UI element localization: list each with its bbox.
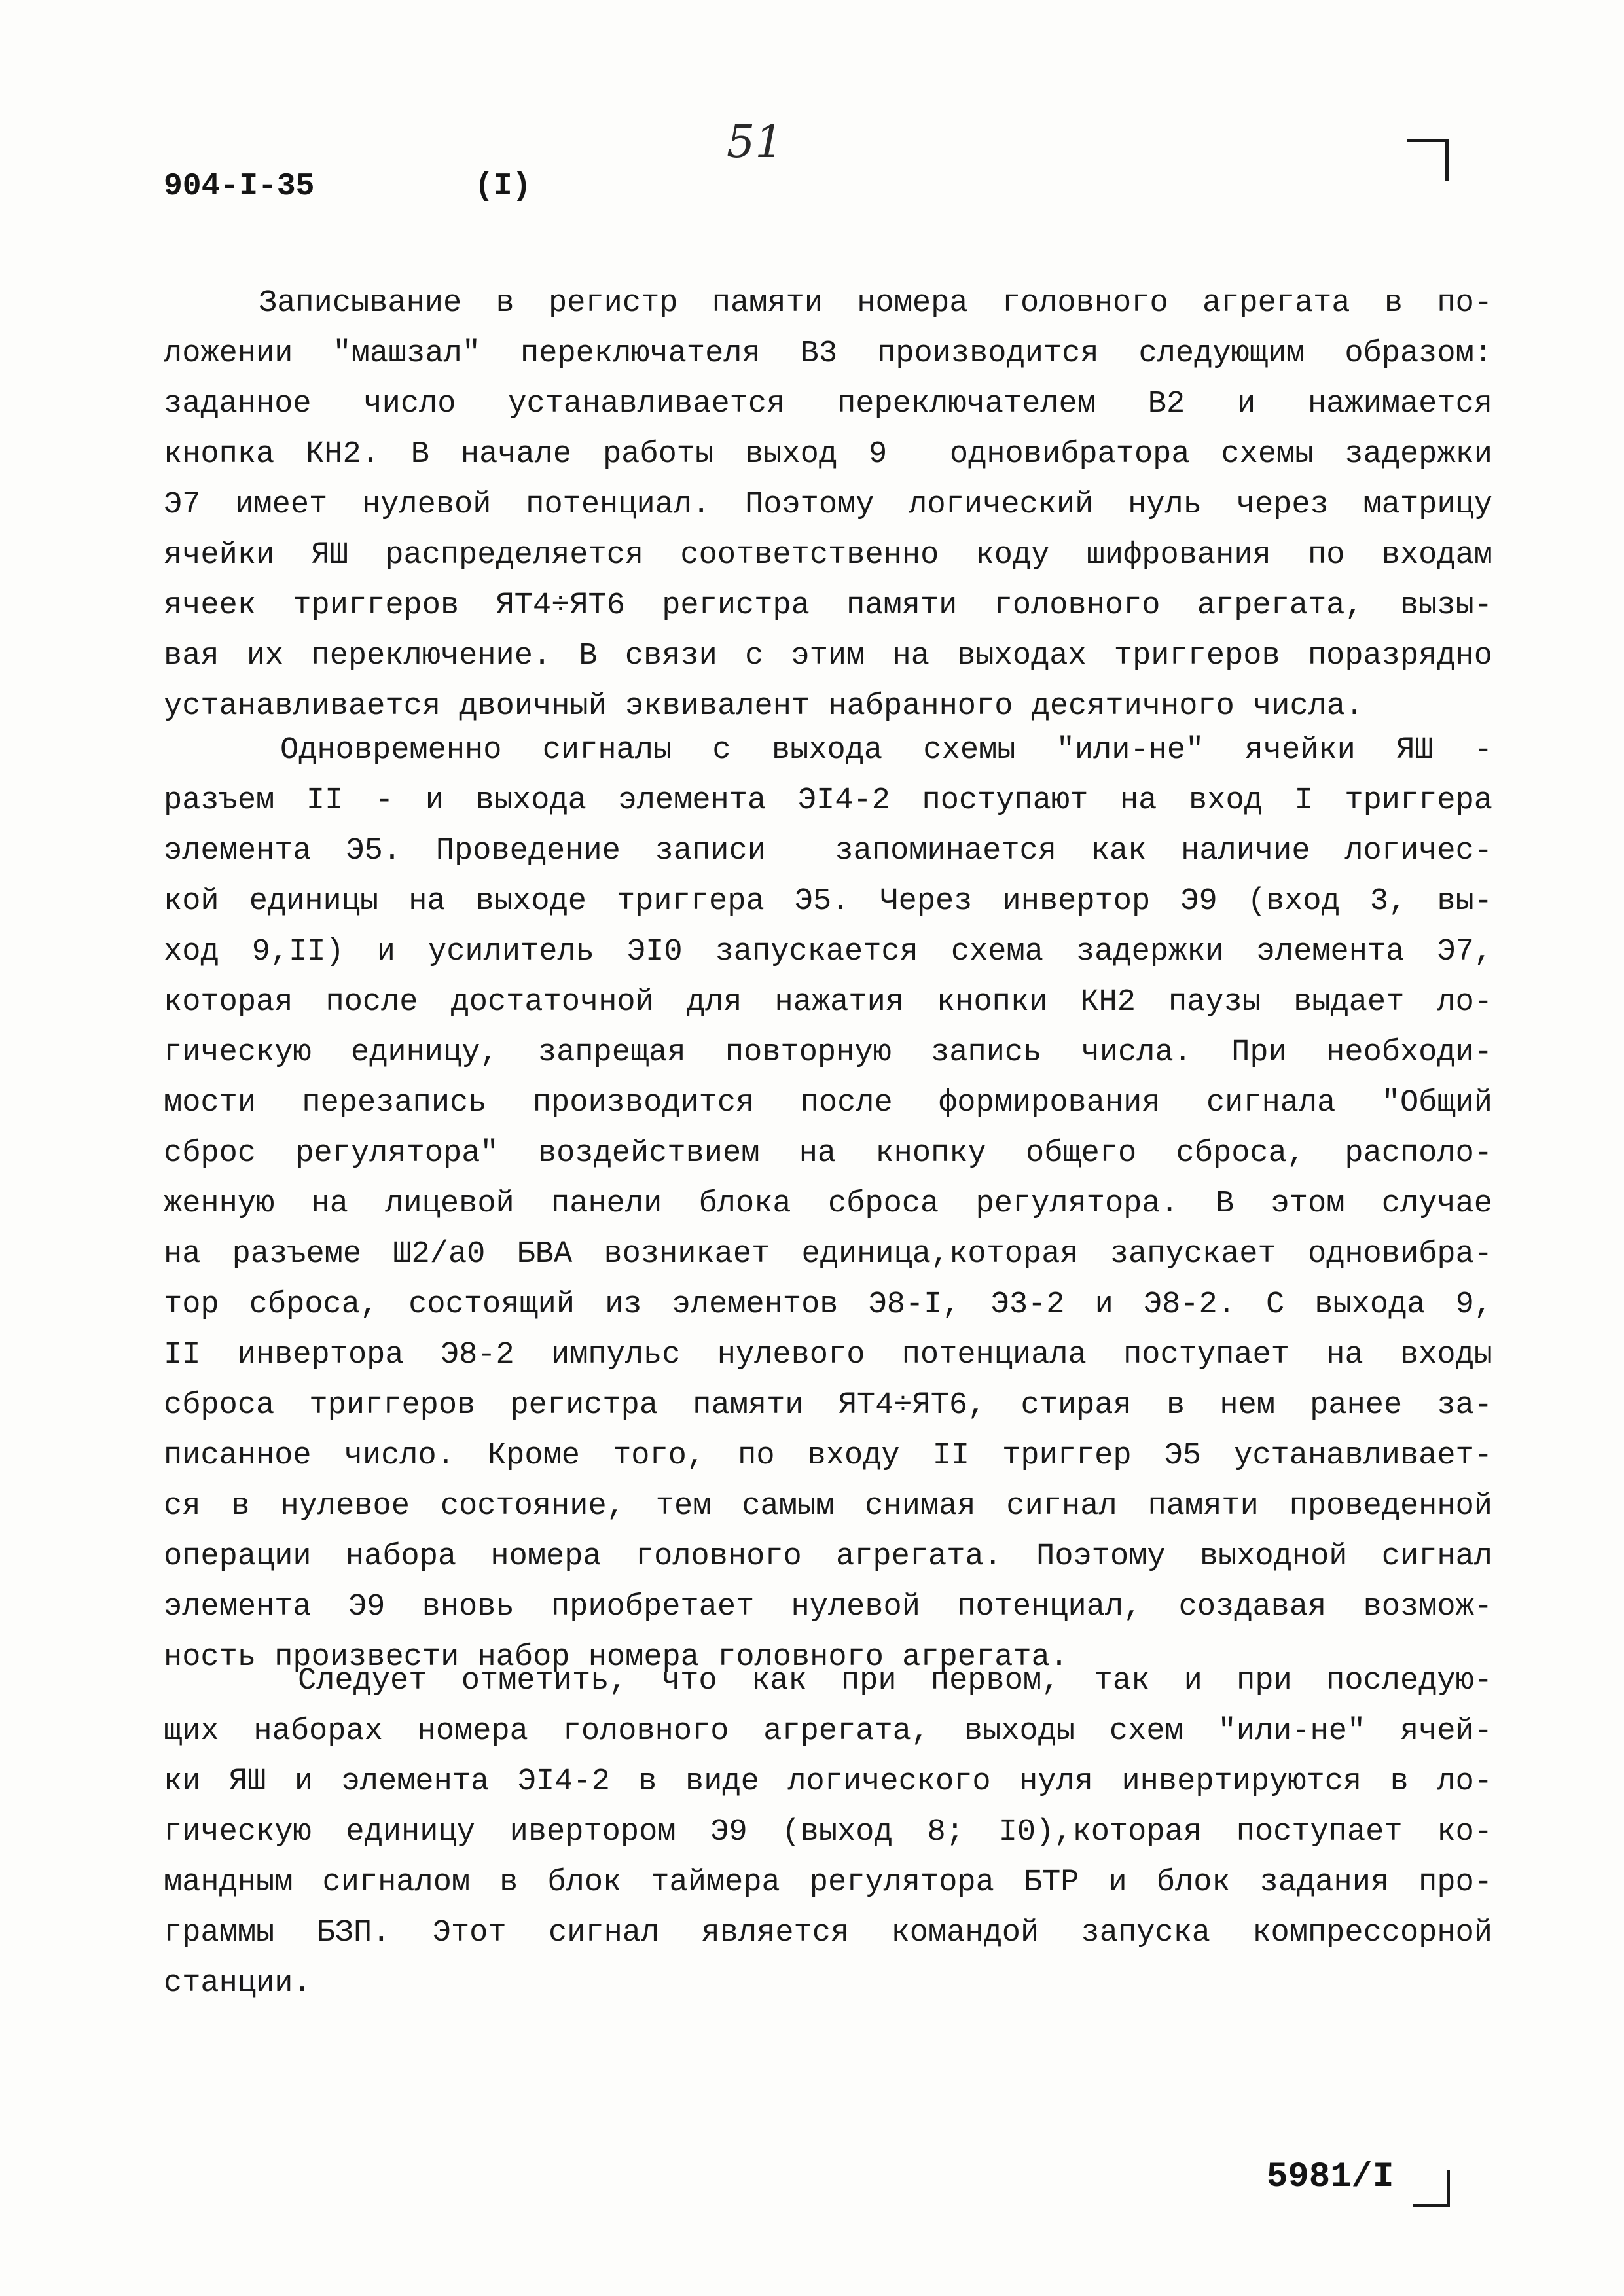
text-line: Записывание в регистр памяти номера головного агрегата в по-: [259, 286, 1492, 321]
text-line: кнопка КН2. В начале работы выход 9 одновибратора схемы задержки: [164, 437, 1492, 472]
text-line: Одновременно сигналы с выхода схемы "или-не" ячейки ЯШ -: [280, 733, 1492, 768]
text-line: заданное число устанавливается переключателем В2 и нажимается: [164, 387, 1492, 422]
sheet-marker: (I): [475, 169, 532, 204]
text-line: мости перезапись производится после формирования сигнала "Общий: [164, 1086, 1492, 1121]
text-line: граммы БЗП. Этот сигнал является командой запуска компрессорной: [164, 1916, 1492, 1950]
text-line: Э7 имеет нулевой потенциал. Поэтому логический нуль через матрицу: [164, 488, 1492, 522]
text-line: ячеек триггеров ЯТ4÷ЯТ6 регистра памяти головного агрегата, вызы-: [164, 588, 1492, 623]
paragraph-1: [164, 278, 1492, 732]
text-line: сброса триггеров регистра памяти ЯТ4÷ЯТ6, стирая в нем ранее за-: [164, 1388, 1492, 1423]
text-line: гическую единицу ивертором Э9 (выход 8; I0),которая поступает ко-: [164, 1815, 1492, 1850]
text-line: вая их переключение. В связи с этим на выходах триггеров поразрядно: [164, 639, 1492, 673]
text-line: элемента Э9 вновь приобретает нулевой потенциал, создавая возмож-: [164, 1590, 1492, 1624]
text-line: Следует отметить, что как при первом, так и при последую-: [298, 1664, 1492, 1698]
text-line: ность произвести набор номера головного агрегата.: [164, 1640, 1069, 1675]
text-line: станции.: [164, 1966, 312, 2001]
text-line: ложении "машзал" переключателя В3 производится следующим образом:: [164, 336, 1492, 371]
text-line: женную на лицевой панели блока сброса регулятора. В этом случае: [164, 1187, 1492, 1221]
text-line: которая после достаточной для нажатия кнопки КН2 паузы выдает ло-: [164, 985, 1492, 1020]
text-line: ход 9,II) и усилитель ЭI0 запускается схема задержки элемента Э7,: [164, 935, 1492, 969]
text-line: элемента Э5. Проведение записи запоминается как наличие логичес-: [164, 834, 1492, 869]
text-line: устанавливается двоичный эквивалент набранного десятичного числа.: [164, 689, 1364, 724]
text-line: мандным сигналом в блок таймера регулятора БТР и блок задания про-: [164, 1865, 1492, 1900]
text-line: ся в нулевое состояние, тем самым снимая сигнал памяти проведенной: [164, 1489, 1492, 1524]
footer-document-number: 5981/I: [1267, 2157, 1394, 2197]
document-code: 904-I-35: [164, 169, 315, 204]
text-line: ки ЯШ и элемента ЭI4-2 в виде логического нуля инвертируются в ло-: [164, 1765, 1492, 1799]
text-line: на разъеме Ш2/а0 БВА возникает единица,которая запускает одновибра-: [164, 1237, 1492, 1272]
text-line: II инвертора Э8-2 импульс нулевого потенциала поступает на входы: [164, 1338, 1492, 1372]
text-line: писанное число. Кроме того, по входу II триггер Э5 устанавливает-: [164, 1439, 1492, 1473]
page-number: 51: [727, 117, 784, 168]
corner-mark-bottom-right: [1413, 2170, 1450, 2207]
text-line: разъем II - и выхода элемента ЭI4-2 поступают на вход I триггера: [164, 783, 1492, 818]
text-line: кой единицы на выходе триггера Э5. Через инвертор Э9 (вход 3, вы-: [164, 884, 1492, 919]
text-line: щих наборах номера головного агрегата, выходы схем "или-не" ячей-: [164, 1714, 1492, 1749]
paragraph-3: [164, 1656, 1492, 2009]
text-line: тор сброса, состоящий из элементов Э8-I, Э3-2 и Э8-2. С выхода 9,: [164, 1287, 1492, 1322]
text-line: ячейки ЯШ распределяется соответственно коду шифрования по входам: [164, 538, 1492, 573]
text-line: сброс регулятора" воздействием на кнопку общего сброса, располо-: [164, 1136, 1492, 1171]
text-line: гическую единицу, запрещая повторную запись числа. При необходи-: [164, 1035, 1492, 1070]
text-line: операции набора номера головного агрегата. Поэтому выходной сигнал: [164, 1539, 1492, 1574]
corner-mark-top-right: [1407, 139, 1449, 181]
paragraph-2: [164, 725, 1492, 1683]
